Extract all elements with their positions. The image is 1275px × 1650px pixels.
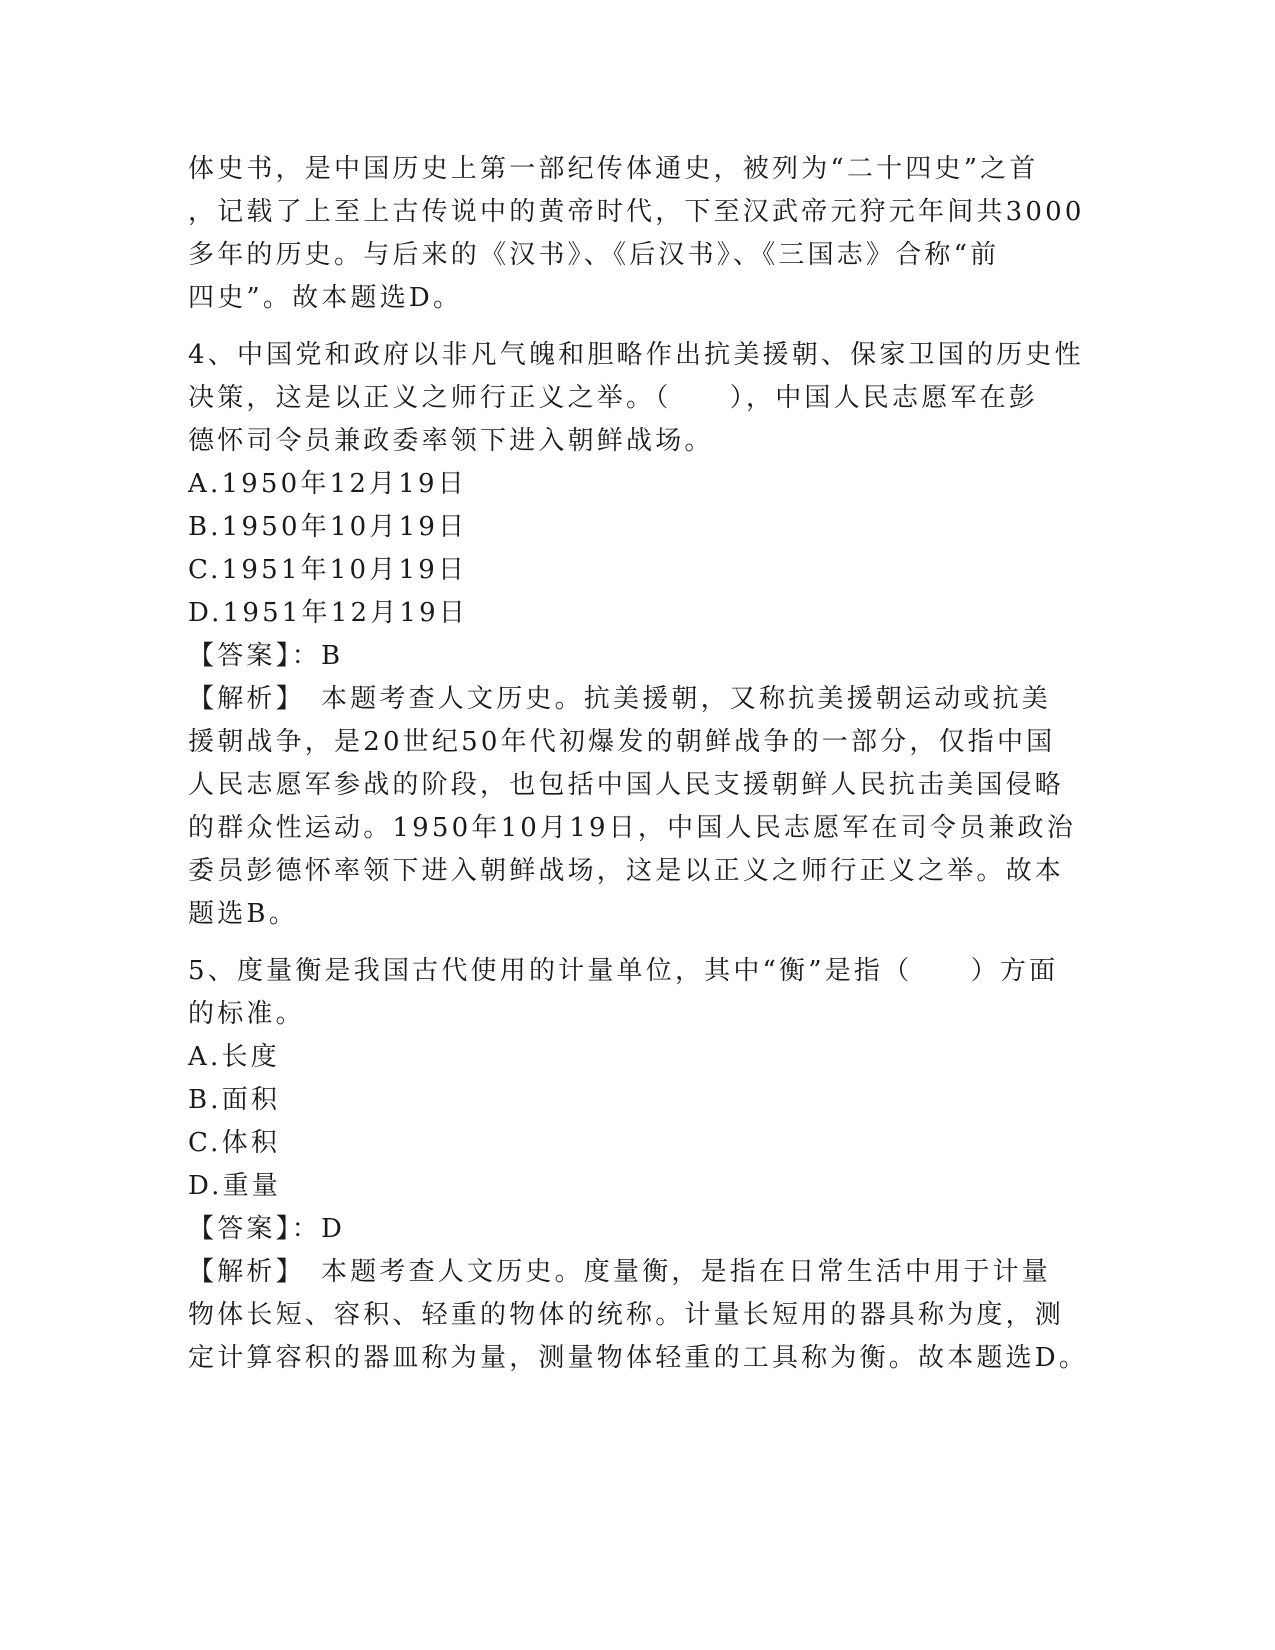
- option-d: D.重量: [188, 1171, 281, 1201]
- analysis-line: 的群众性运动。1950年10月19日，中国人民志愿军在司令员兼政治: [188, 813, 1076, 843]
- previous-analysis-continuation: [188, 148, 1088, 320]
- question-4: [188, 334, 1088, 936]
- text-line: 多年的历史。与后来的《汉书》、《后汉书》、《三国志》合称“前: [188, 240, 1000, 270]
- option-c: C.1951年10月19日: [188, 555, 468, 585]
- question-5: [188, 950, 1088, 1380]
- option-a: A.1950年12月19日: [188, 469, 467, 499]
- analysis-line: 定计算容积的器皿称为量，测量物体轻重的工具称为衡。故本题选D。: [188, 1343, 1089, 1373]
- analysis-line: 物体长短、容积、轻重的物体的统称。计量长短用的器具称为度，测: [188, 1300, 1065, 1330]
- analysis-line: 【解析】 本题考查人文历史。度量衡，是指在日常生活中用于计量: [188, 1257, 1052, 1287]
- question-stem-line: 决策，这是以正义之师行正义之举。（ ），中国人民志愿军在彭: [188, 383, 1039, 413]
- question-stem-line: 德怀司令员兼政委率领下进入朝鲜战场。: [188, 426, 714, 456]
- option-b: B.1950年10月19日: [188, 512, 468, 542]
- analysis-line: 【解析】 本题考查人文历史。抗美援朝，又称抗美援朝运动或抗美: [188, 684, 1052, 714]
- option-d: D.1951年12月19日: [188, 598, 469, 628]
- analysis-line: 委员彭德怀率领下进入朝鲜战场，这是以正义之师行正义之举。故本: [188, 856, 1065, 886]
- option-a: A.长度: [188, 1042, 280, 1072]
- question-stem-line: 5、度量衡是我国古代使用的计量单位，其中“衡”是指（ ）方面: [188, 956, 1059, 986]
- text-line: 四史”。故本题选D。: [188, 283, 463, 313]
- analysis-line: 人民志愿军参战的阶段，也包括中国人民支援朝鲜人民抗击美国侵略: [188, 770, 1065, 800]
- text-line: ，记载了上至上古传说中的黄帝时代，下至汉武帝元狩元年间共3000: [188, 197, 1085, 227]
- option-c: C.体积: [188, 1128, 281, 1158]
- question-stem-line: 4、中国党和政府以非凡气魄和胆略作出抗美援朝、保家卫国的历史性: [188, 340, 1084, 370]
- option-b: B.面积: [188, 1085, 281, 1115]
- analysis-line: 题选B。: [188, 899, 298, 929]
- document-page: [188, 148, 1088, 1380]
- analysis-line: 援朝战争，是20世纪50年代初爆发的朝鲜战争的一部分，仅指中国: [188, 727, 1056, 757]
- answer-line: 【答案】：D: [188, 1214, 346, 1244]
- question-stem-line: 的标准。: [188, 999, 305, 1029]
- answer-line: 【答案】：B: [188, 641, 344, 671]
- text-line: 体史书，是中国历史上第一部纪传体通史，被列为“二十四史”之首: [188, 154, 1039, 184]
